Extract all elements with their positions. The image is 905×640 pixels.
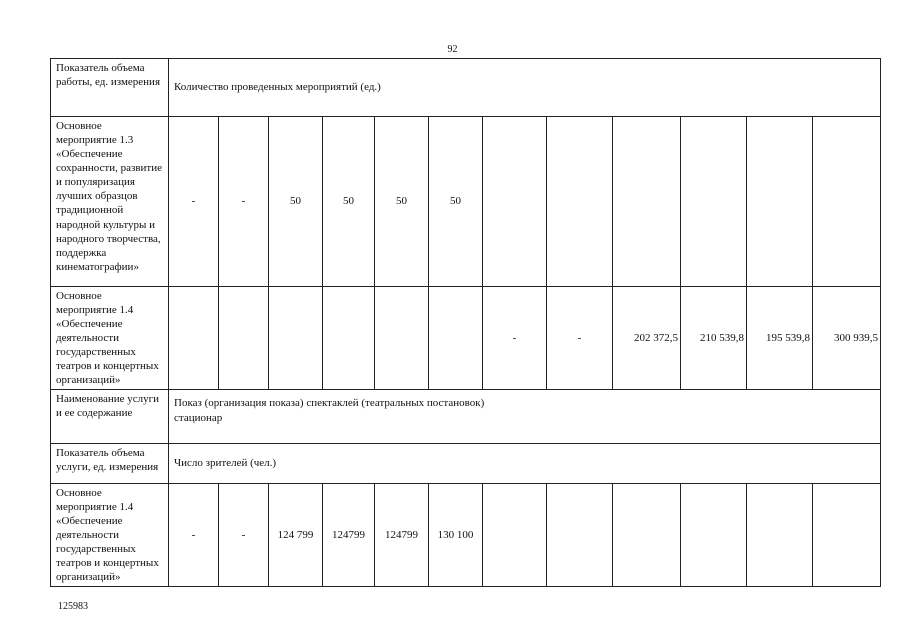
value-cell: -	[219, 484, 269, 587]
row-label: Показатель объема работы, ед. измерения	[51, 59, 169, 117]
row-label: Основное мероприятие 1.4 «Обеспечение деятельности государственных театров и концертных организаций»	[51, 287, 169, 390]
value-cell	[547, 117, 613, 287]
row-activity-1-3	[51, 117, 881, 287]
row-activity-1-4-funding	[51, 287, 881, 390]
value-cell	[613, 117, 681, 287]
value-cell	[813, 484, 881, 587]
value-cell: 124799	[375, 484, 429, 587]
value-cell	[323, 287, 375, 390]
value-cell	[269, 287, 323, 390]
value-cell	[375, 287, 429, 390]
value-cell	[813, 117, 881, 287]
value-cell: -	[219, 117, 269, 287]
row-service-volume	[51, 444, 881, 484]
value-cell	[429, 287, 483, 390]
value-cell: 50	[429, 117, 483, 287]
value-cell	[747, 117, 813, 287]
value-cell: -	[483, 287, 547, 390]
value-cell: 210 539,8	[681, 287, 747, 390]
value-cell: -	[547, 287, 613, 390]
row-label: Показатель объема услуги, ед. измерения	[51, 444, 169, 484]
row-service-name	[51, 390, 881, 444]
row-label: Основное мероприятие 1.4 «Обеспечение деятельности государственных театров и концертных организаций»	[51, 484, 169, 587]
value-cell: 50	[375, 117, 429, 287]
value-cell	[483, 117, 547, 287]
value-cell: 50	[269, 117, 323, 287]
row-label: Основное мероприятие 1.3 «Обеспечение сохранности, развитие и популяризация лучших образцов традиционной народной культуры и народного творчества, поддержка кинематографии»	[51, 117, 169, 287]
value-cell	[747, 484, 813, 587]
row-work-volume	[51, 59, 881, 117]
value-cell	[681, 117, 747, 287]
value-cell: 130 100	[429, 484, 483, 587]
service-name-text	[169, 390, 881, 444]
page-number: 92	[447, 44, 458, 55]
service-name-line: стационар	[174, 411, 223, 424]
service-name-line: Показ (организация показа) спектаклей (театральных постановок)	[174, 397, 485, 410]
value-cell: 195 539,8	[747, 287, 813, 390]
value-cell: 124799	[323, 484, 375, 587]
value-cell	[681, 484, 747, 587]
value-cell: 124 799	[269, 484, 323, 587]
value-cell: -	[169, 484, 219, 587]
value-cell: 300 939,5	[813, 287, 881, 390]
value-cell	[483, 484, 547, 587]
service-volume-text: Число зрителей (чел.)	[169, 444, 881, 484]
indicators-table	[50, 58, 881, 587]
value-cell	[219, 287, 269, 390]
footer-code: 125983	[58, 601, 88, 612]
value-cell: 202 372,5	[613, 287, 681, 390]
work-volume-text: Количество проведенных мероприятий (ед.)	[169, 59, 881, 117]
value-cell	[169, 287, 219, 390]
value-cell: -	[169, 117, 219, 287]
value-cell	[547, 484, 613, 587]
value-cell: 50	[323, 117, 375, 287]
row-activity-1-4-audience	[51, 484, 881, 587]
row-label: Наименование услуги и ее содержание	[51, 390, 169, 444]
value-cell	[613, 484, 681, 587]
